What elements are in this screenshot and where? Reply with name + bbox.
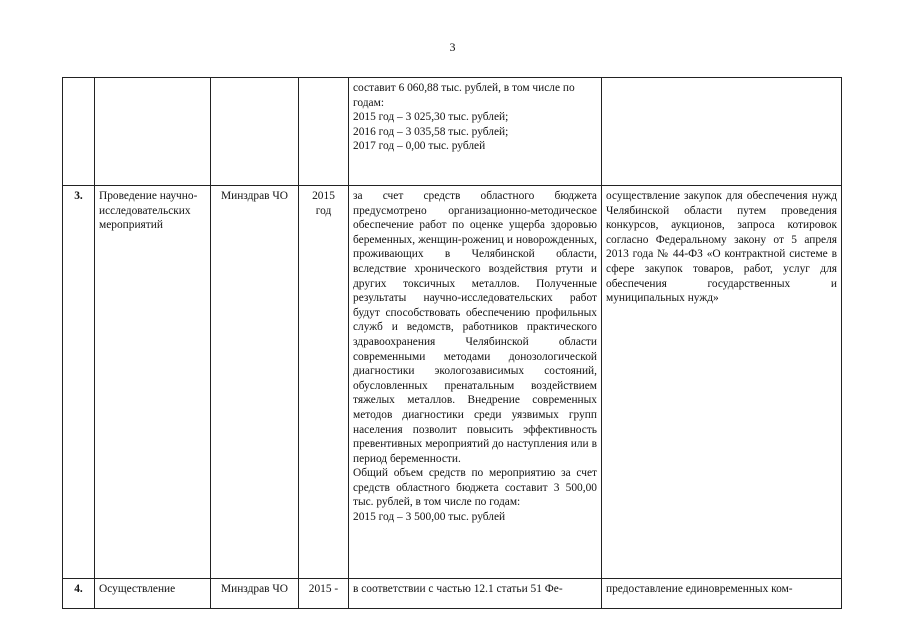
period-cell — [299, 78, 349, 186]
description-paragraph: 2017 год – 0,00 тыс. рублей — [353, 140, 486, 153]
description-paragraph: составит 6 060,88 тыс. рублей, в том числе по годам: — [353, 82, 575, 109]
row-number-cell — [63, 78, 95, 186]
row-number-cell: 4. — [63, 579, 95, 609]
description-paragraph: Общий объем средств по мероприятию за счет средств областного бюджета составит 3 500,00 тыс. рублей, в том числе по годам: — [353, 467, 597, 509]
description-paragraph: в соответствии с частью 12.1 статьи 51 Фе- — [353, 583, 563, 595]
row-number-cell: 3. — [63, 186, 95, 579]
mechanism-cell: осуществление закупок для обеспечения нужд Челябинской области путем проведения конкурсов, аукционов, запроса котировок согласно Федеральному закону от 5 апреля 2013 года № 44-ФЗ «О контрактной системе в сфере закупок товаров, работ, услуг для обеспечения государственных и муниципальных нужд» — [602, 186, 842, 579]
measures-table — [62, 77, 842, 609]
executor-cell: Минздрав ЧО — [211, 186, 299, 579]
description-cell — [349, 579, 602, 609]
description-paragraph: 2016 год – 3 035,58 тыс. рублей; — [353, 125, 509, 138]
description-paragraph: 2015 год – 3 500,00 тыс. рублей — [353, 511, 506, 524]
mechanism-cell: предоставление единовременных ком- — [602, 579, 842, 609]
period-cell: 2015 - — [299, 579, 349, 609]
table-row — [63, 78, 842, 186]
measure-name-cell — [95, 78, 211, 186]
description-cell — [349, 186, 602, 579]
executor-cell: Минздрав ЧО — [211, 579, 299, 609]
period-cell: 2015 год — [299, 186, 349, 579]
mechanism-cell — [602, 78, 842, 186]
measure-name-cell: Проведение научно-исследовательских мероприятий — [95, 186, 211, 579]
table-row — [63, 579, 842, 609]
description-cell — [349, 78, 602, 186]
measure-name-cell: Осуществление — [95, 579, 211, 609]
description-paragraph: за счет средств областного бюджета предусмотрено организационно-методическое обеспечение работ по оценке ущерба здоровью беременных, женщин-рожениц и новорожденных, проживающих в Челябинской области, вследствие хронического воздействия ртути и других токсичных металлов. Полученные результаты научно-исследовательских работ будут способствовать обеспечению профильных служб и ведомств, работников практического здравоохранения Челябинской области современными методами донозологической диагностики экологозависимых состояний, обусловленных пренатальным воздействием тяжелых металлов. Внедрение современных методов диагностики среди уязвимых групп населения позволит повысить эффективность превентивных мероприятий до наступления или в период беременности. — [353, 190, 597, 465]
table-row — [63, 186, 842, 579]
page-number: 3 — [449, 40, 456, 54]
executor-cell — [211, 78, 299, 186]
description-paragraph: 2015 год – 3 025,30 тыс. рублей; — [353, 111, 509, 124]
